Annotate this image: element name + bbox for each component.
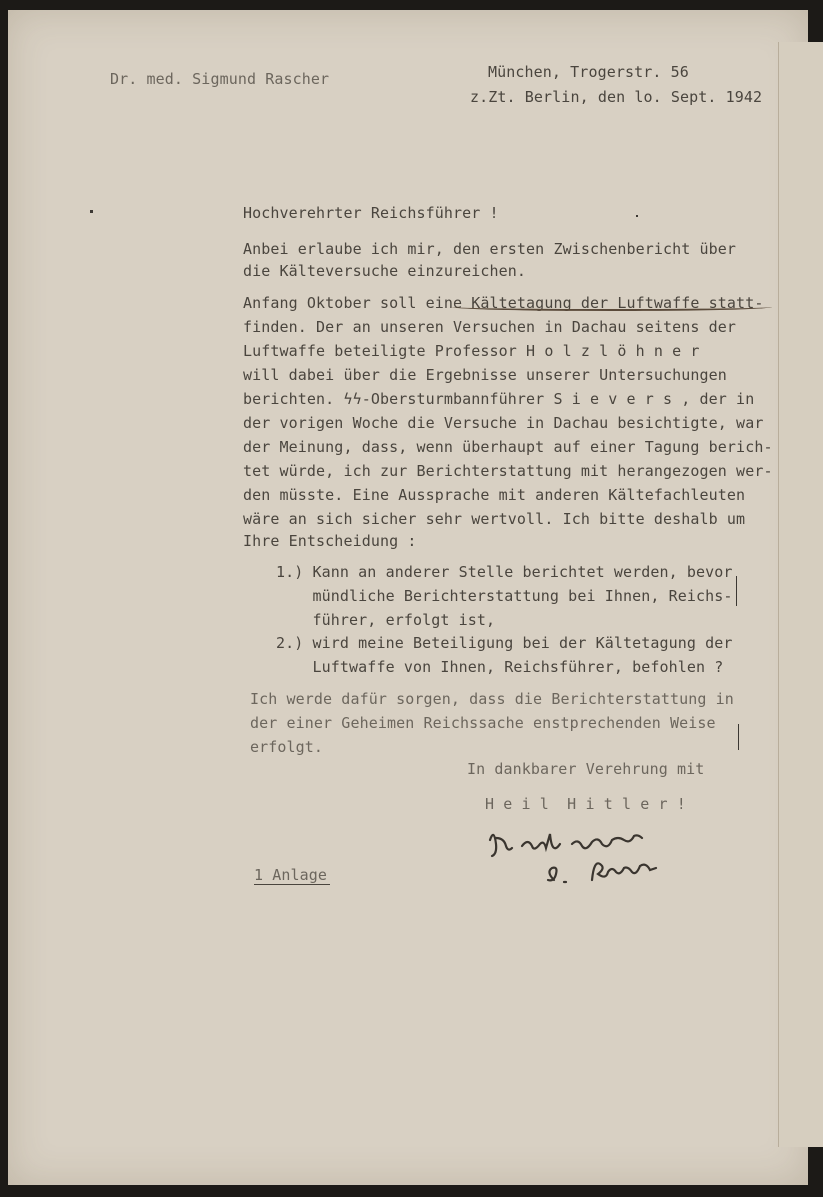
text-line: der Meinung, dass, wenn überhaupt auf einer Tagung berich- xyxy=(243,438,773,456)
paper-speck xyxy=(90,210,93,213)
paper-speck xyxy=(636,215,638,217)
sender-address: München, Trogerstr. 56 xyxy=(488,63,689,81)
text-line: berichten. ϟϟ-Obersturmbannführer S i e v e r s , der in xyxy=(243,390,755,408)
text-line: den müsste. Eine Aussprache mit anderen Kältefachleuten xyxy=(243,486,746,504)
text-line: 1.) Kann an anderer Stelle berichtet werden, bevor xyxy=(276,563,733,581)
handwritten-signature xyxy=(480,820,700,900)
margin-stroke xyxy=(738,724,739,750)
margin-stroke xyxy=(736,576,737,606)
closing-greeting: H e i l H i t l e r ! xyxy=(485,795,686,813)
text-line: Anbei erlaube ich mir, den ersten Zwischenbericht über xyxy=(243,240,737,258)
text-line: Luftwaffe von Ihnen, Reichsführer, befohlen ? xyxy=(276,658,724,676)
text-line: tet würde, ich zur Berichterstattung mit herangezogen wer- xyxy=(243,462,773,480)
text-line: Luftwaffe beteiligte Professor H o l z l ö h n e r xyxy=(243,342,700,360)
place-date: z.Zt. Berlin, den lo. Sept. 1942 xyxy=(470,88,763,106)
text-line: Anfang Oktober soll eine Kältetagung der Luftwaffe statt- xyxy=(243,294,764,312)
text-line: Ihre Entscheidung : xyxy=(243,532,417,550)
enclosure-note: 1 Anlage xyxy=(254,866,328,884)
text-line: finden. Der an unseren Versuchen in Dachau seitens der xyxy=(243,318,737,336)
sender-name: Dr. med. Sigmund Rascher xyxy=(110,70,330,88)
handwritten-underline xyxy=(452,303,772,311)
text-line: der einer Geheimen Reichssache enstprechenden Weise xyxy=(250,714,716,732)
text-line: will dabei über die Ergebnisse unserer Untersuchungen xyxy=(243,366,727,384)
text-line: der vorigen Woche die Versuche in Dachau besichtigte, war xyxy=(243,414,764,432)
text-line: 2.) wird meine Beteiligung bei der Kältetagung der xyxy=(276,634,733,652)
text-line: mündliche Berichterstattung bei Ihnen, Reichs- xyxy=(276,587,733,605)
salutation: Hochverehrter Reichsführer ! xyxy=(243,204,499,222)
text-line: führer, erfolgt ist, xyxy=(276,611,496,629)
text-line: wäre an sich sicher sehr wertvoll. Ich bitte deshalb um xyxy=(243,510,746,528)
closing-line: In dankbarer Verehrung mit xyxy=(467,760,705,778)
text-line: die Kälteversuche einzureichen. xyxy=(243,262,527,280)
text-line: erfolgt. xyxy=(250,738,324,756)
page-edge-tab xyxy=(778,42,823,1147)
enclosure-underline xyxy=(254,884,330,885)
text-line: Ich werde dafür sorgen, dass die Berichterstattung in xyxy=(250,690,734,708)
